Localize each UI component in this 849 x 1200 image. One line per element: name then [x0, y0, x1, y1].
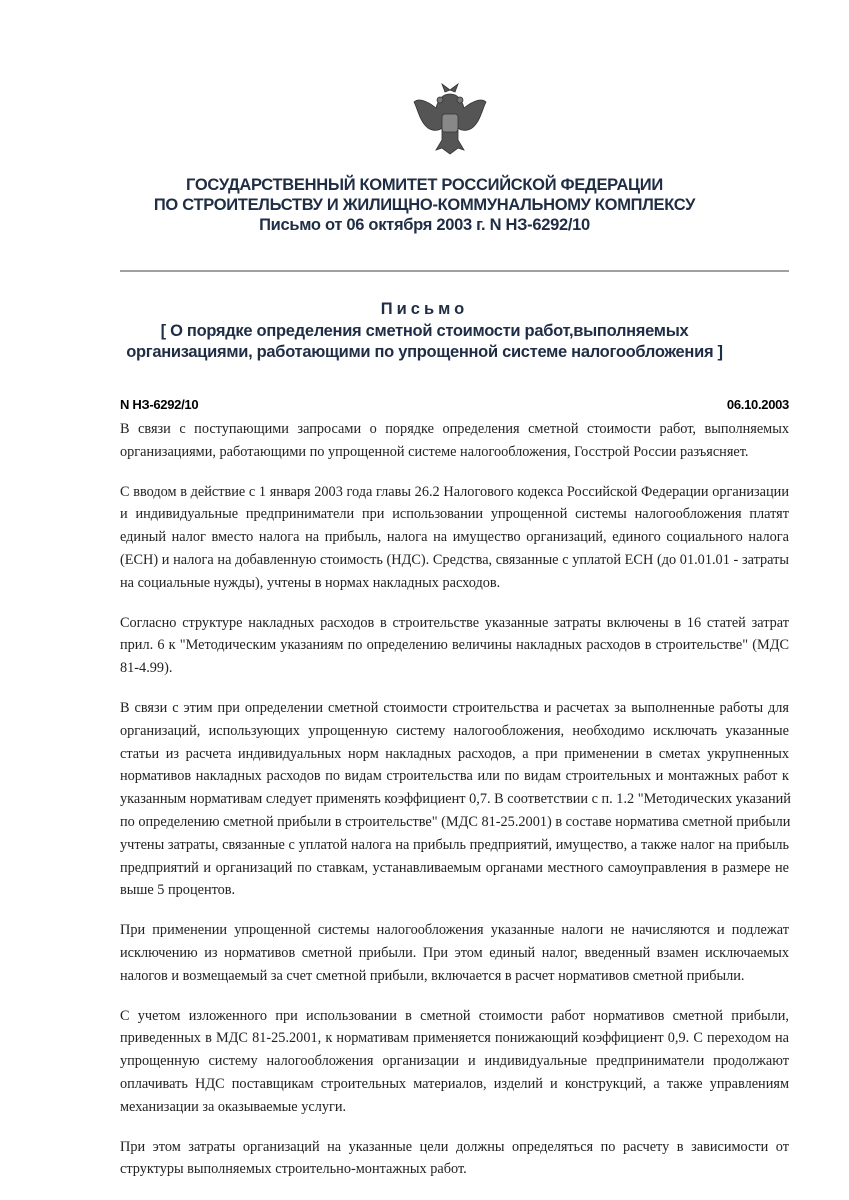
issuer-line-2: ПО СТРОИТЕЛЬСТВУ И ЖИЛИЩНО-КОММУНАЛЬНОМУ КОМПЛЕКСУ	[153, 196, 696, 214]
paragraph-line: прил. 6 к "Методическим указаниям по определению величины накладных расходов в строительстве" (МДС	[120, 637, 789, 654]
paragraph-line: С вводом в действие с 1 января 2003 года главы 26.2 Налогового кодекса Российской Федерации организации	[120, 483, 789, 500]
russian-coat-of-arms-emblem	[412, 80, 488, 158]
paragraph-line: механизации за оказываемые услуги.	[120, 1098, 347, 1115]
body-paragraph	[120, 697, 789, 902]
paragraph-line: структуры выполняемых строительно-монтажных работ.	[120, 1161, 467, 1178]
paragraph-line: Согласно структуре накладных расходов в строительстве указанные затраты включены в 16 статей затрат	[120, 614, 789, 631]
document-title	[0, 299, 849, 364]
issuer-header	[0, 175, 849, 235]
paragraph-line: упрощенную систему налогообложения организации и индивидуальные предприниматели продолжают	[120, 1053, 789, 1070]
paragraph-line: приведенных в МДС 81-25.2001, к нормативам применяется понижающий коэффициент 0,9. С переходом на	[120, 1030, 789, 1047]
paragraph-line: единый налог вместо налога на прибыль, налога на имущество организаций, единого социального налога	[120, 529, 789, 546]
paragraph-line: В связи с этим при определении сметной стоимости строительства и расчетах за выполненные работы для	[120, 699, 789, 716]
body-paragraph	[120, 612, 789, 680]
paragraph-line: При применении упрощенной системы налогообложения указанные налоги не начисляются и подлежат	[120, 922, 789, 939]
header-divider	[120, 270, 789, 272]
paragraph-line: на социальные нужды), учтены в нормах накладных расходов.	[120, 574, 501, 591]
letter-reference: Письмо от 06 октября 2003 г. N НЗ-6292/10	[259, 216, 590, 234]
body-paragraph	[120, 919, 789, 987]
issuer-line-1: ГОСУДАРСТВЕННЫЙ КОМИТЕТ РОССИЙСКОЙ ФЕДЕРАЦИИ	[186, 176, 663, 194]
paragraph-line: (ЕСН) и налога на добавленную стоимость (НДС). Средства, связанные с уплатой ЕСН (до 01.01.01 - затраты	[120, 551, 789, 568]
body-paragraph	[120, 1005, 789, 1119]
paragraph-line: С учетом изложенного при использовании в сметной стоимости работ нормативов сметной прибыли,	[120, 1007, 789, 1024]
document-number: N НЗ-6292/10	[120, 397, 199, 412]
paragraph-line: организаций, использующих упрощенную систему налогообложения, необходимо исключать указанные	[120, 722, 789, 739]
paragraph-line: налогов и возмещаемый за счет сметной прибыли, включается в расчет нормативов сметной прибыли.	[120, 967, 745, 984]
paragraph-line: При этом затраты организаций на указанные цели должны определяться по расчету в зависимости от	[120, 1138, 789, 1155]
paragraph-line: по определению сметной прибыли в строительстве" (МДС 81-25.2001) в составе норматива сметной прибыли	[120, 813, 791, 830]
document-type: Письмо	[380, 300, 469, 318]
paragraph-line: нормативов накладных расходов по видам строительства или по видам строительных и монтажных работ к	[120, 768, 789, 785]
paragraph-line: организациями, работающими по упрощенной системе налогообложения, Госстрой России разъясняет.	[120, 443, 749, 460]
title-line-2: организациями, работающими по упрощенной системе налогообложения ]	[126, 343, 723, 361]
body-paragraph	[120, 1136, 789, 1182]
paragraph-line: и индивидуальные предприниматели при использовании упрощенной системы налогообложения платят	[120, 506, 789, 523]
paragraph-line: оплачивать НДС поставщикам строительных материалов, изделий и конструкций, а также управлениям	[120, 1075, 789, 1092]
paragraph-line: исключению из нормативов сметной прибыли. При этом единый налог, введенный взамен исключаемых	[120, 944, 789, 961]
paragraph-line: статьи из расчета индивидуальных норм накладных расходов, а при применении в сметах укрупненных	[120, 745, 789, 762]
body-paragraph	[120, 481, 789, 595]
paragraph-line: предприятий и организаций по ставкам, устанавливаемым органами местного самоуправления в размере не	[120, 859, 789, 876]
paragraph-line: указанным нормативам следует применять коэффициент 0,7. В соответствии с п. 1.2 "Методических указаний	[120, 791, 791, 808]
paragraph-line: выше 5 процентов.	[120, 882, 236, 899]
document-meta	[120, 397, 789, 412]
title-line-1: [ О порядке определения сметной стоимости работ,выполняемых	[160, 321, 689, 340]
document-date: 06.10.2003	[726, 397, 789, 412]
paragraph-line: учтены затраты, связанные с уплатой налога на прибыль предприятий, имущество, а также налог на прибыль	[120, 836, 789, 853]
paragraph-line: В связи с поступающими запросами о порядке определения сметной стоимости работ, выполняемых	[120, 421, 789, 437]
document-body	[120, 418, 789, 1198]
paragraph-line: 81-4.99).	[120, 660, 173, 677]
body-paragraph	[120, 418, 789, 464]
